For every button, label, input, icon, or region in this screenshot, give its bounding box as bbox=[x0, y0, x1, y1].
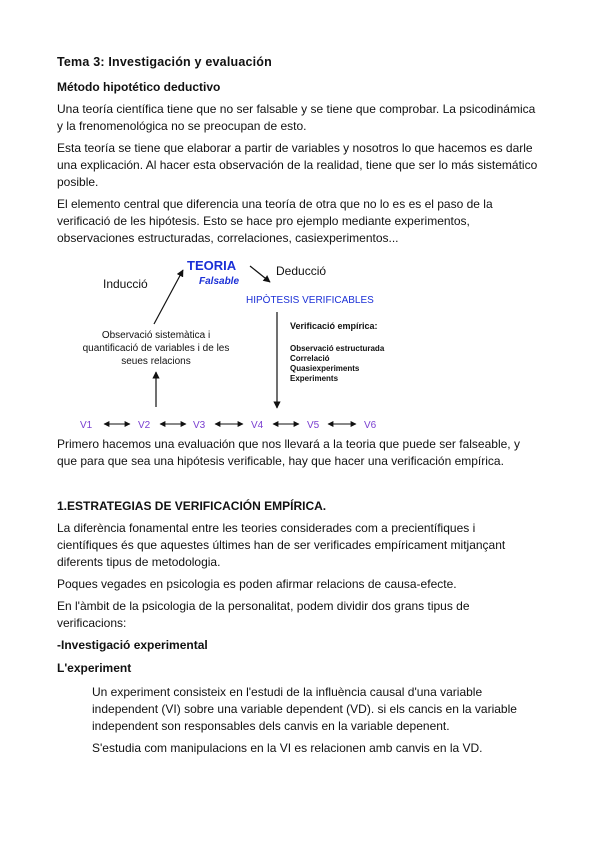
page-title: Tema 3: Investigación y evaluación bbox=[57, 55, 272, 69]
paragraph-line: Una teoría científica tiene que no ser falsable y se tiene que comprobar. La psicodinámica bbox=[57, 102, 536, 116]
paragraph-line: una explicación. Al hacer esta observación de la realidad, tiene que ser lo más sistemático bbox=[57, 158, 538, 172]
paragraph-line: posible. bbox=[57, 175, 99, 189]
paragraph-line: diferents tipus de metodologia. bbox=[57, 555, 221, 569]
variable-v3: V3 bbox=[193, 420, 206, 431]
subheading-experimental: -Investigació experimental bbox=[57, 638, 208, 652]
verificacio-item: Quasiexperiments bbox=[290, 364, 360, 373]
paragraph-line: Un experiment consisteix en l'estudi de la influència causal d'una variable bbox=[92, 685, 483, 699]
observacio-line: quantificació de variables i de les bbox=[82, 343, 230, 354]
falsable-label: Falsable bbox=[199, 276, 240, 287]
induccio-label: Inducció bbox=[103, 277, 148, 291]
paragraph-line: El elemento central que diferencia una teoría de otra que no lo es es el paso de la bbox=[57, 197, 493, 211]
variable-v5: V5 bbox=[307, 420, 320, 431]
paragraph-3 bbox=[57, 196, 557, 247]
paragraph-line: independent son responsables dels canvis en la variable depenent. bbox=[92, 719, 450, 733]
variable-v6: V6 bbox=[364, 420, 377, 431]
paragraph-line: y la frenomenológica no se preocupan de esto. bbox=[57, 119, 307, 133]
paragraph-2 bbox=[57, 140, 557, 191]
paragraph-line: Esta teoría se tiene que elaborar a partir de variables y nosotros lo que hacemos es darle bbox=[57, 141, 533, 155]
paragraph-line: Poques vegades en psicologia es poden afirmar relacions de causa-efecte. bbox=[57, 577, 457, 591]
paragraph-line: científiques és que aquestes últimes han de ser verificades empíricament mitjançant bbox=[57, 538, 506, 552]
variable-v2: V2 bbox=[138, 420, 151, 431]
verificacio-title: Verificació empírica: bbox=[290, 321, 378, 331]
paragraph-line: observaciones estructuradas, correlaciones, casiexperimentos... bbox=[57, 231, 399, 245]
paragraph-line: En l'àmbit de la psicologia de la personalitat, podem dividir dos grans tipus de bbox=[57, 599, 470, 613]
teoria-label: TEORIA bbox=[187, 258, 237, 273]
hypothetico-deductive-diagram bbox=[0, 250, 600, 435]
section-heading: 1.ESTRATEGIAS DE VERIFICACIÓN EMPÍRICA. bbox=[57, 499, 327, 513]
observacio-line: Observació sistemàtica i bbox=[101, 330, 211, 341]
paragraph-7 bbox=[57, 598, 557, 632]
paragraph-9 bbox=[92, 740, 562, 757]
paragraph-4 bbox=[57, 436, 557, 470]
paragraph-line: independent (VI) sobre una variable dependent (VD). si els cancis en la variable bbox=[92, 702, 517, 716]
paragraph-line: verificacions: bbox=[57, 616, 127, 630]
subheading-experiment: L'experiment bbox=[57, 661, 132, 675]
variable-v1: V1 bbox=[80, 420, 93, 431]
variable-v4: V4 bbox=[251, 420, 264, 431]
paragraph-line: que para que sea una hipótesis verificable, hay que hacer una verificación empírica. bbox=[57, 454, 504, 468]
deduccio-label: Deducció bbox=[276, 264, 327, 278]
paragraph-line: Primero hacemos una evaluación que nos llevará a la teoria que puede ser falseable, y bbox=[57, 437, 520, 451]
verificacio-item: Correlació bbox=[290, 354, 330, 363]
paragraph-line: S'estudia com manipulacions en la VI es relacionen amb canvis en la VD. bbox=[92, 741, 483, 755]
hipotesis-label: HIPÒTESIS VERIFICABLES bbox=[246, 295, 374, 306]
paragraph-5 bbox=[57, 520, 557, 571]
section-subtitle: Método hipotético deductivo bbox=[57, 80, 221, 94]
paragraph-1 bbox=[57, 101, 557, 135]
observacio-line: seues relacions bbox=[121, 356, 191, 367]
paragraph-line: verificació de les hipótesis. Esto se hace pro ejemplo mediante experimentos, bbox=[57, 214, 470, 228]
paragraph-line: La diferència fonamental entre les teories considerades com a precientífiques i bbox=[57, 521, 476, 535]
induction-arrow bbox=[154, 270, 183, 324]
paragraph-6 bbox=[57, 576, 557, 593]
verificacio-item: Experiments bbox=[290, 374, 339, 383]
paragraph-8 bbox=[92, 684, 562, 735]
verificacio-item: Observació estructurada bbox=[290, 344, 385, 353]
deduction-arrow bbox=[250, 266, 270, 282]
